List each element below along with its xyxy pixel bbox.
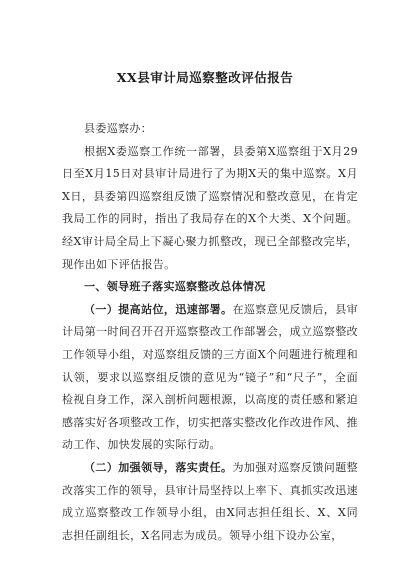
section-heading: 一、领导班子落实巡察整改总体情况 xyxy=(84,280,266,294)
paragraph-section-1 xyxy=(62,299,358,457)
document-body xyxy=(62,118,358,547)
salutation: 县委巡察办： xyxy=(84,122,153,135)
subsection-text-1: 在巡察意见反馈后，县审计局第一时间召开召开巡察整改工作部署会，成立巡察整改工作领导小组，对巡察组反馈的三方面X个问题进行梳理和认领，要求以巡察组反馈的意见为“镜子”和“尺子”，全面检视自身工作，深入剖析问题根源，以高度的责任感和紧迫感落实好各项整改工作，切实把落实整改化作改进作风、推动工作、加快发展的实际行动。 xyxy=(62,302,358,452)
paragraph-section-2 xyxy=(62,457,358,547)
document-title: XX县审计局巡察整改评估报告 xyxy=(116,70,294,85)
paragraph-intro: 根据X委巡察工作统一部署，县委第X巡察组于X月29日至X月15日对县审计局进行了为期X天的集中巡察。X月X日，县委第四巡察组反馈了巡察情况和整改意见，在肯定我局工作的同时，指出了我局存在的X个大类、X个问题。经X审计局全局上下凝心聚力抓整改，现已全部整改完毕，现作出如下评估报告。 xyxy=(62,144,358,271)
subsection-text-2: 为加强对巡察反馈问题整改落实工作的领导，县审计局坚持以上率下、真抓实改迅速成立巡察整改工作领导小组，由X同志担任组长、X、X同志担任副组长，X名同志为成员。领导小组下设办公室， xyxy=(62,460,358,542)
subsection-lead-1: （一）提高站位，迅速部署。 xyxy=(84,302,233,316)
subsection-lead-2: （二）加强领导，落实责任。 xyxy=(84,460,233,474)
